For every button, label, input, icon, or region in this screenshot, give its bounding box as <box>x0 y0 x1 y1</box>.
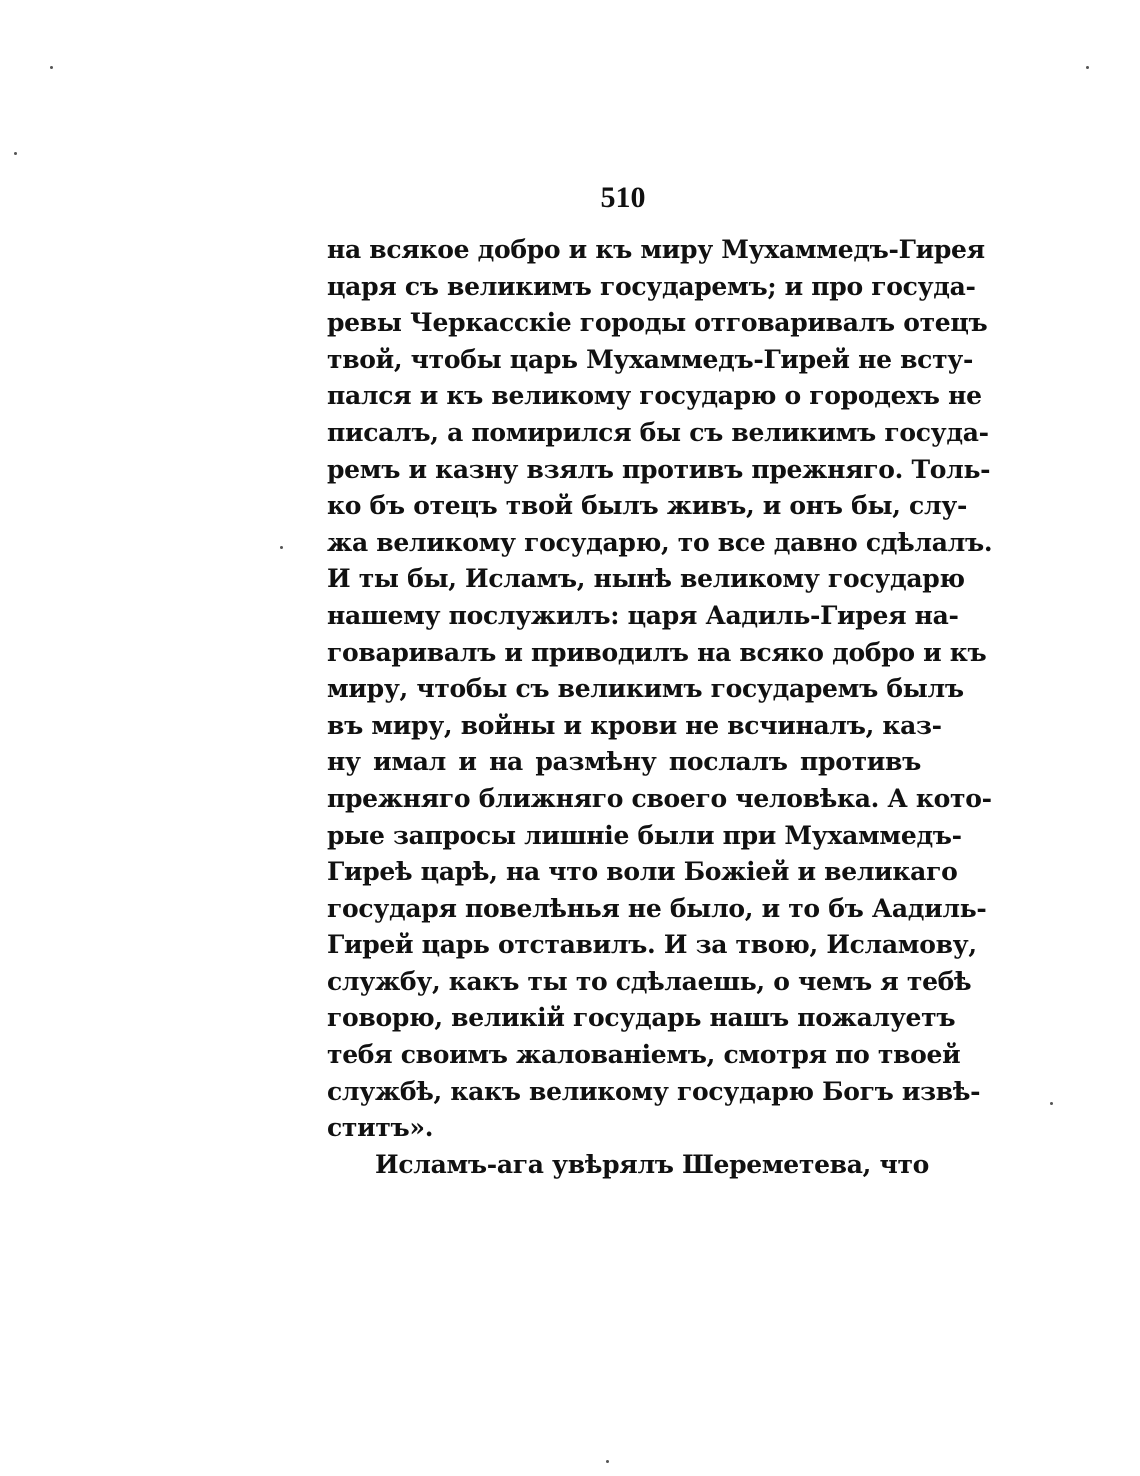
text-line: царя съ великимъ государемъ; и про госуда- <box>327 271 976 301</box>
text-line: говаривалъ и приводилъ на всяко добро и къ <box>327 637 987 667</box>
text-line: Гирей царь отставилъ. И за твою, Исламову, <box>327 930 977 960</box>
text-line: твой, чтобы царь Мухаммедъ-Гирей не всту- <box>327 344 974 374</box>
text-line: въ миру, войны и крови не всчиналъ, каз- <box>327 710 942 740</box>
text-line: жа великому государю, то все давно сдѣлалъ. <box>327 527 993 557</box>
scan-speck <box>1086 66 1089 69</box>
text-line: ревы Черкасскіе городы отговаривалъ отецъ <box>327 308 988 338</box>
scan-speck <box>606 1460 609 1463</box>
page-number: 510 <box>600 181 646 214</box>
text-line: ко бъ отецъ твой былъ живъ, и онъ бы, слу- <box>327 491 968 521</box>
scan-speck <box>50 66 53 69</box>
text-line: И ты бы, Исламъ, нынѣ великому государю <box>327 564 965 594</box>
text-line: миру, чтобы съ великимъ государемъ былъ <box>327 674 964 704</box>
text-line: тебя своимъ жалованіемъ, смотря по твоей <box>327 1040 961 1070</box>
paragraph-end-line: ститъ». <box>327 1113 434 1143</box>
text-line: ремъ и казну взялъ противъ прежняго. Толь- <box>327 454 991 484</box>
text-line: ну имал и на размѣну послалъ противъ <box>327 747 921 777</box>
text-line: Гиреѣ царѣ, на что воли Божіей и великаго <box>327 857 958 887</box>
body-text <box>327 232 993 1183</box>
scan-speck <box>1050 1102 1053 1105</box>
text-line: службѣ, какъ великому государю Богъ извѣ- <box>327 1076 981 1106</box>
text-line: службу, какъ ты то сдѣлаешь, о чемъ я тебѣ <box>327 966 972 996</box>
text-line: на всякое добро и къ миру Мухаммедъ-Гирея <box>327 235 985 264</box>
text-line: нашему послужилъ: царя Аадиль-Гирея на- <box>327 600 959 630</box>
text-line: пался и къ великому государю о городехъ не <box>327 381 982 411</box>
scan-speck <box>14 152 17 155</box>
text-line: прежняго ближняго своего человѣка. А кото- <box>327 783 992 813</box>
paragraph-start-line: Исламъ-ага увѣрялъ Шереметева, что <box>375 1149 930 1179</box>
text-line: рые запросы лишніе были при Мухаммедъ- <box>327 820 962 850</box>
scan-speck <box>280 546 283 549</box>
text-line: государя повелѣнья не было, и то бъ Аадиль- <box>327 893 987 923</box>
text-line: говорю, великій государь нашъ пожалуетъ <box>327 1003 956 1033</box>
text-line: писалъ, а помирился бы съ великимъ госуда- <box>327 417 989 447</box>
